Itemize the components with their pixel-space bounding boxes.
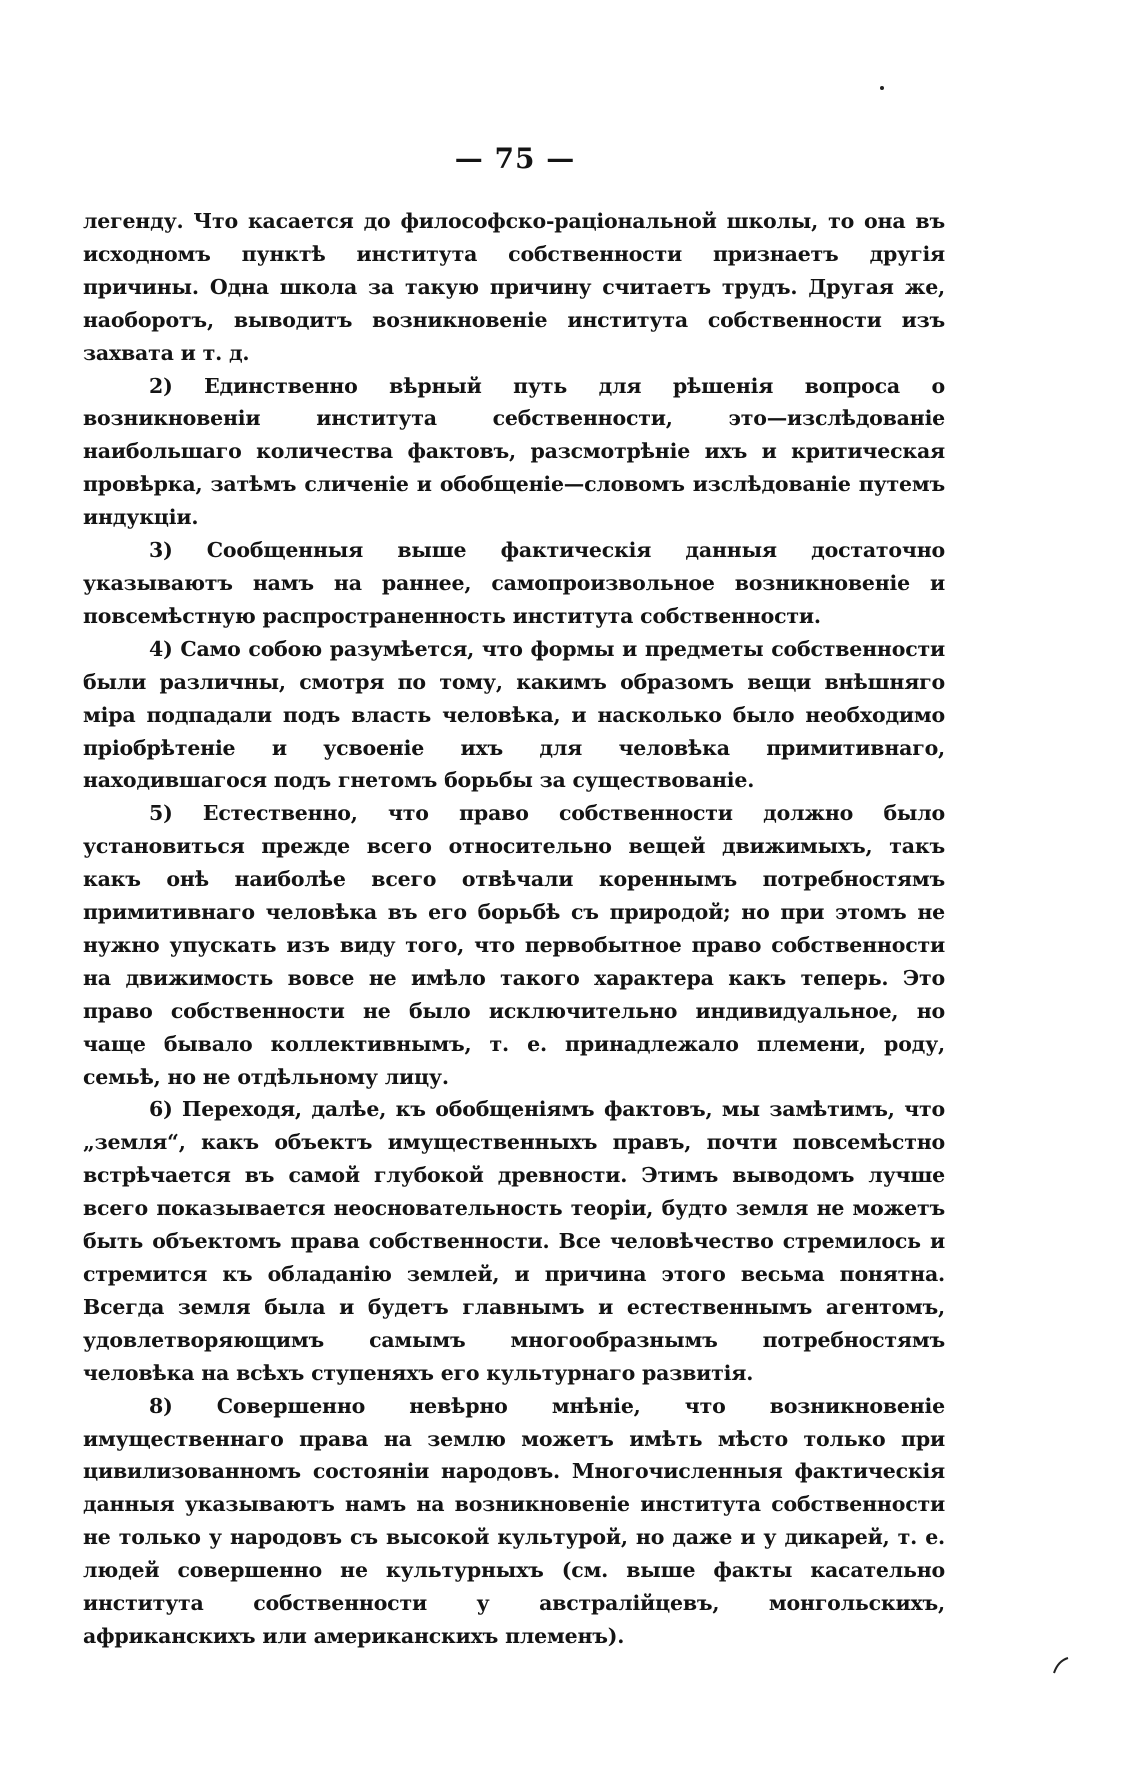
paragraph-3: 3) Сообщенныя выше фактическія данныя достаточно указываютъ намъ на раннее, самопроизвольное возникновеніе и повсемѣстную распространенность института собственности. [83, 538, 945, 628]
scan-speck [880, 86, 884, 90]
body-text [83, 205, 945, 1653]
paragraph-intro: легенду. Что касается до философско-раціональной школы, то она въ исходномъ пунктѣ института собственности признаетъ другія причины. Одна школа за такую причину считаетъ трудъ. Другая же, наоборотъ, выводитъ возникновеніе института собственности изъ захвата и т. д. [83, 209, 945, 365]
scan-pen-mark [1050, 1655, 1072, 1677]
paragraph-4: 4) Само собою разумѣется, что формы и предметы собственности были различны, смотря по тому, какимъ образомъ вещи внѣшняго міра подпадали подъ власть человѣка, и насколько было необходимо пріобрѣтеніе и усвоеніе ихъ для человѣка примитивнаго, находившагося подъ гнетомъ борьбы за существованіе. [83, 636, 945, 793]
paragraph-8: 8) Совершенно невѣрно мнѣніе, что возникновеніе имущественнаго права на землю можетъ имѣть мѣсто только при цивилизованномъ состояніи народовъ. Многочисленныя фактическія данныя указываютъ намъ на возникновеніе института собственности не только у народовъ съ высокой культурой, но даже и у дикарей, т. е. людей совершенно не культурныхъ (см. выше факты касательно института собственности у австралійцевъ, монгольскихъ, африканскихъ или американскихъ племенъ). [83, 1393, 945, 1648]
page-number: — 75 — [454, 142, 576, 175]
paragraph-6: 6) Переходя, далѣе, къ обобщеніямъ фактовъ, мы замѣтимъ, что „земля“, какъ объектъ имущественныхъ правъ, почти повсемѣстно встрѣчается въ самой глубокой древности. Этимъ выводомъ лучше всего показывается неосновательность теоріи, будто земля не можетъ быть объектомъ права собственности. Все человѣчество стремилось и стремится къ обладанію землей, и причина этого весьма понятна. Всегда земля была и будетъ главнымъ и естественнымъ агентомъ, удовлетворяющимъ самымъ многообразнымъ потребностямъ человѣка на всѣхъ ступеняхъ его культурнаго развитія. [83, 1097, 945, 1385]
paragraph-5: 5) Естественно, что право собственности должно было установиться прежде всего относительно вещей движимыхъ, такъ какъ онѣ наиболѣе всего отвѣчали кореннымъ потребностямъ примитивнаго человѣка въ его борьбѣ съ природой; но при этомъ не нужно упускать изъ виду того, что первобытное право собственности на движимость вовсе не имѣло такого характера какъ теперь. Это право собственности не было исключительно индивидуальное, но чаще бывало коллективнымъ, т. е. принадлежало племени, роду, семьѣ, но не отдѣльному лицу. [83, 801, 945, 1089]
paragraph-2: 2) Единственно вѣрный путь для рѣшенія вопроса о возникновеніи института себственности, это—изслѣдованіе наибольшаго количества фактовъ, разсмотрѣніе ихъ и критическая провѣрка, затѣмъ сличеніе и обобщеніе—словомъ изслѣдованіе путемъ индукціи. [83, 373, 945, 530]
